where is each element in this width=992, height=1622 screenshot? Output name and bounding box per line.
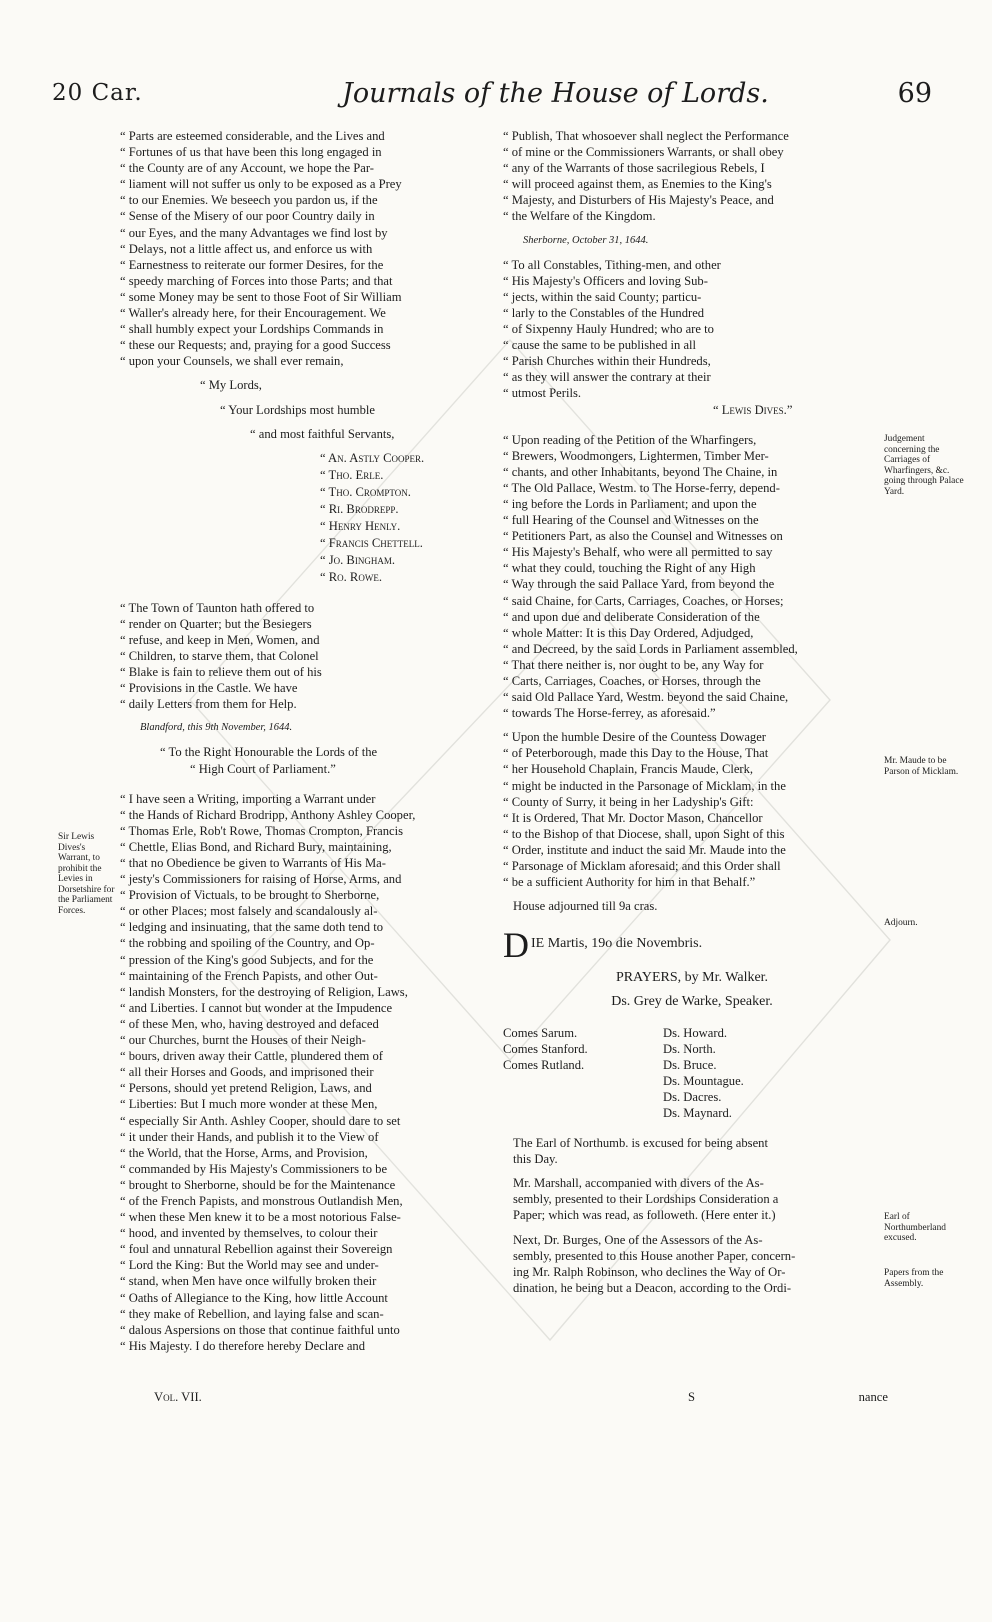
lord-name: Comes Rutland.	[503, 1057, 585, 1072]
volume-footer: Vol. VII.	[154, 1390, 202, 1404]
text-line: “ the Hands of Richard Brodripp, Anthony Ashley Cooper,	[120, 807, 416, 822]
text-line: “ The Town of Taunton hath offered to	[120, 600, 315, 615]
text-line: “ To all Constables, Tithing-men, and other	[503, 257, 721, 272]
speaker-line: Ds. Grey de Warke, Speaker.	[611, 994, 773, 1010]
text-line: “ stand, when Men have once wilfully broken their	[120, 1274, 377, 1289]
text-line: “ Delays, not a little affect us, and enforce us with	[120, 241, 373, 256]
margin-note-papers: Papers from the Assembly.	[884, 1268, 944, 1289]
text-line: “ Oaths of Allegiance to the King, how little Account	[120, 1290, 388, 1305]
text-line: “ I have seen a Writing, importing a Warrant under	[120, 791, 376, 806]
text-line: “ liament will not suffer us only to be exposed as a Prey	[120, 177, 402, 192]
text-line: “ the County are of any Account, we hope the Par-	[120, 161, 374, 176]
page-number: 69	[897, 78, 932, 109]
text-line: “ and Liberties. I cannot but wonder at the Impudence	[120, 1000, 393, 1015]
closing-line-1: “ Your Lordships most humble	[220, 402, 375, 417]
text-line: “ Provisions in the Castle. We have	[120, 681, 298, 696]
text-line: “ will proceed against them, as Enemies to the King's	[503, 177, 772, 192]
signatory: “ Francis Chettell.	[320, 535, 423, 550]
text-line: “ Petitioners Part, as also the Counsel and Witnesses on	[503, 529, 783, 544]
northumb-excused	[503, 1135, 881, 1167]
text-line: “ Brewers, Woodmongers, Lightermen, Timber Mer-	[503, 448, 769, 463]
text-line: “ of Peterborough, made this Day to the House, That	[503, 746, 769, 761]
lord-name: Ds. Dacres.	[663, 1089, 722, 1104]
postscript	[120, 600, 410, 713]
text-line: “ Waller's already here, for their Encouragement. We	[120, 306, 386, 321]
marshall-paper	[503, 1175, 881, 1223]
text-line: “ what they could, touching the Right of any High	[503, 561, 756, 576]
text-line: ing Mr. Ralph Robinson, who declines the Way of Or-	[513, 1264, 786, 1279]
text-line: “ Fortunes of us that have been this long engaged in	[120, 145, 382, 160]
text-line: “ His Majesty's Behalf, who were all permitted to say	[503, 545, 773, 560]
text-line: Next, Dr. Burges, One of the Assessors of the As-	[513, 1232, 763, 1247]
text-line: “ dalous Aspersions on those that continue faithful unto	[120, 1322, 400, 1337]
header-regnal-year: 20 Car.	[52, 80, 143, 106]
signatories-list	[120, 450, 486, 586]
domini-list	[663, 1025, 823, 1122]
text-line: “ The Old Pallace, Westm. to The Horse-ferry, depend-	[503, 480, 780, 495]
signatory: “ Tho. Erle.	[320, 467, 384, 482]
letter-end	[120, 128, 486, 369]
header-title: Journals of the House of Lords.	[342, 78, 769, 109]
burges-paper	[503, 1232, 881, 1296]
lord-name: Comes Stanford.	[503, 1041, 588, 1056]
text-line: “ Majesty, and Disturbers of His Majesty's Peace, and	[503, 193, 774, 208]
lord-name: Ds. Maynard.	[663, 1105, 732, 1120]
text-line: “ some Money may be sent to those Foot of Sir William	[120, 289, 402, 304]
text-line: “ or other Places; most falsely and scandalously al-	[120, 904, 378, 919]
text-line: “ render on Quarter; but the Besiegers	[120, 616, 312, 631]
text-line: Mr. Marshall, accompanied with divers of the As-	[513, 1176, 764, 1191]
text-line: “ landish Monsters, for the destroying of Religion, Laws,	[120, 984, 408, 999]
text-line: “ said Old Pallace Yard, Westm. beyond the said Chaine,	[503, 690, 789, 705]
lord-name: Ds. Bruce.	[663, 1057, 717, 1072]
text-line: “ especially Sir Anth. Ashley Cooper, should dare to set	[120, 1113, 401, 1128]
text-line: “ cause the same to be published in all	[503, 338, 697, 353]
text-line: “ all their Horses and Goods, and imprisoned their	[120, 1065, 374, 1080]
text-line: “ Order, institute and induct the said Mr. Maude into the	[503, 842, 786, 857]
signatory: “ Ri. Brodrepp.	[320, 501, 399, 516]
text-line: “ to our Enemies. We beseech you pardon us, if the	[120, 193, 378, 208]
text-line: “ these our Requests; and, praying for a good Success	[120, 338, 391, 353]
text-line: “ they make of Rebellion, and laying false and scan-	[120, 1306, 384, 1321]
prayers-line: PRAYERS, by Mr. Walker.	[615, 970, 769, 986]
text-line: “ County of Surry, it being in her Ladyship's Gift:	[503, 794, 754, 809]
text-line: “ the World, that the Horse, Arms, and Provision,	[120, 1145, 368, 1160]
text-line: “ Thomas Erle, Rob't Rowe, Thomas Crompton, Francis	[120, 823, 404, 838]
lord-name: Comes Sarum.	[503, 1025, 578, 1040]
text-line: “ Parish Churches within their Hundreds,	[503, 354, 711, 369]
text-line: “ whole Matter: It is this Day Ordered, Adjudged,	[503, 625, 754, 640]
text-line: “ that no Obedience be given to Warrants of His Ma-	[120, 856, 386, 870]
text-line: “ Parts are esteemed considerable, and the Lives and	[120, 129, 385, 143]
text-line: “ ledging and insinuating, that the same doth tend to	[120, 920, 384, 935]
text-line: “ larly to the Constables of the Hundred	[503, 305, 705, 320]
text-line: “ it under their Hands, and publish it to the View of	[120, 1129, 379, 1144]
text-line: this Day.	[513, 1152, 558, 1167]
text-line: “ Publish, That whosoever shall neglect the Performance	[503, 129, 789, 143]
text-line: “ Upon the humble Desire of the Countess Dowager	[503, 730, 767, 745]
page-header	[52, 78, 932, 118]
text-line: “ Blake is fain to relieve them out of his	[120, 665, 322, 680]
text-line: “ towards The Horse-ferrey, as aforesaid.”	[503, 706, 716, 721]
margin-note-adjourn: Adjourn.	[884, 918, 918, 928]
text-line: “ brought to Sherborne, should be for the Maintenance	[120, 1177, 396, 1192]
signature-mark: S	[688, 1390, 696, 1404]
text-line: “ Upon reading of the Petition of the Wharfingers,	[503, 432, 757, 447]
text-line: “ ing before the Lords in Parliament; and upon the	[503, 496, 757, 511]
text-line: “ and upon due and deliberate Consideration of the	[503, 609, 760, 624]
judgement-palace-yard	[503, 432, 881, 722]
right-column	[503, 128, 881, 1296]
signatory: “ Ro. Rowe.	[320, 569, 382, 584]
text-line: “ Way through the said Pallace Yard, from beyond the	[503, 577, 775, 592]
signatory: “ Jo. Bingham.	[320, 552, 395, 567]
text-line: “ shall humbly expect your Lordships Commands in	[120, 322, 384, 337]
text-line: dination, he being but a Deacon, according to the Ordi-	[513, 1280, 792, 1295]
margin-note-maude: Mr. Maude to be Parson of Micklam.	[884, 756, 959, 777]
text-line: “ It is Ordered, That Mr. Doctor Mason, Chancellor	[503, 810, 763, 825]
signatory: “ An. Astly Cooper.	[320, 450, 425, 465]
text-line: “ His Majesty's Officers and loving Sub-	[503, 273, 708, 288]
constables-address	[503, 257, 803, 402]
letter-date: Blandford, this 9th November, 1644.	[140, 722, 293, 734]
salutation: “ My Lords,	[200, 378, 262, 393]
text-line: “ and Decreed, by the said Lords in Parliament assembled,	[503, 641, 798, 656]
text-line: “ Lord the King: But the World may see and under-	[120, 1258, 379, 1273]
text-line: “ upon your Counsels, we shall ever remain,	[120, 354, 344, 369]
lords-present	[503, 1025, 881, 1122]
text-line: “ of mine or the Commissioners Warrants, or shall obey	[503, 145, 784, 160]
warrant-end	[503, 128, 881, 225]
text-line: “ Persons, should yet pretend Religion, Laws, and	[120, 1081, 372, 1096]
text-line: “ our Churches, burnt the Houses of their Neigh-	[120, 1033, 366, 1048]
text-line: “ foul and unnatural Rebellion against their Sovereign	[120, 1242, 393, 1257]
margin-note-dives-warrant: Sir Lewis Dives's Warrant, to prohibit the Levies in Dorsetshire for the Parliament Forces.	[58, 832, 115, 916]
text-line: “ jects, within the said County; particu-	[503, 289, 702, 304]
text-line: “ said Chaine, for Carts, Carriages, Coaches, or Horses;	[503, 593, 784, 608]
text-line: “ as they will answer the contrary at their	[503, 370, 711, 385]
text-line: sembly, presented to this House another Paper, concern-	[513, 1248, 796, 1263]
text-line: “ of these Men, who, having destroyed and defaced	[120, 1016, 379, 1031]
closing-line-2: “ and most faithful Servants,	[250, 426, 395, 441]
text-line: Paper; which was read, as followeth. (Here enter it.)	[513, 1208, 776, 1223]
text-line: “ maintaining of the French Papists, and other Out-	[120, 968, 378, 983]
text-line: “ Sense of the Misery of our poor Country daily in	[120, 209, 375, 224]
margin-note-judgement: Judgement concerning the Carriages of Wharfingers, &c. going through Palace Yard.	[884, 434, 964, 497]
margin-note-northumb: Earl of Northumberland excused.	[884, 1212, 946, 1243]
text-line: “ when these Men knew it to be a most notorious False-	[120, 1210, 401, 1225]
text-line: “ refuse, and keep in Men, Women, and	[120, 632, 320, 647]
warrant-signer: “ Lewis Dives.”	[713, 402, 793, 417]
text-line: “ bours, driven away their Cattle, plundered them of	[120, 1049, 383, 1064]
text-line: The Earl of Northumb. is excused for being absent	[513, 1136, 768, 1151]
dives-warrant	[120, 791, 486, 1354]
lord-name: Ds. North.	[663, 1041, 716, 1056]
text-line: “ commanded by His Majesty's Commissioners to be	[120, 1161, 388, 1176]
text-line: “ Earnestness to reiterate our former Desires, for the	[120, 257, 384, 272]
text-line: “ chants, and other Inhabitants, beyond The Chaine, in	[503, 464, 778, 479]
text-line: “ jesty's Commissioners for raising of Horse, Arms, and	[120, 872, 402, 887]
lord-name: Ds. Mountague.	[663, 1073, 744, 1088]
text-line: “ Carts, Carriages, Coaches, or Horses, through the	[503, 674, 761, 688]
text-line: “ Provision of Victuals, to be brought to Sherborne,	[120, 888, 380, 903]
drop-cap: D	[503, 925, 529, 966]
text-line: “ her Household Chaplain, Francis Maude, Clerk,	[503, 762, 754, 777]
text-line: “ the robbing and spoiling of the Country, and Op-	[120, 936, 375, 951]
text-line: “ to the Bishop of that Diocese, shall, upon Sight of this	[503, 826, 785, 841]
signatory: “ Tho. Crompton.	[320, 484, 411, 499]
text-line: “ utmost Perils.	[503, 386, 582, 401]
text-line: “ Chettle, Elias Bond, and Richard Bury, maintaining,	[120, 839, 392, 854]
text-line: “ pression of the King's good Subjects, and for the	[120, 952, 374, 967]
text-line: “ the Welfare of the Kingdom.	[503, 209, 656, 224]
text-line: “ High Court of Parliament.”	[190, 761, 336, 776]
letter-address	[120, 744, 486, 776]
text-line: “ our Eyes, and the many Advantages we find lost by	[120, 225, 388, 240]
text-line: “ Parsonage of Micklam aforesaid; and this Order shall	[503, 859, 781, 874]
lord-name: Ds. Howard.	[663, 1025, 728, 1040]
text-line: “ daily Letters from them for Help.	[120, 697, 297, 712]
maude-order	[503, 729, 881, 890]
signatory: “ Henry Henly.	[320, 518, 401, 533]
text-line: “ That there neither is, nor ought to be, any Way for	[503, 657, 764, 672]
text-line: “ Liberties: But I much more wonder at these Men,	[120, 1097, 378, 1112]
comites-list	[503, 1025, 663, 1122]
text-line: “ of the French Papists, and monstrous Outlandish Men,	[120, 1193, 403, 1208]
warrant-date: Sherborne, October 31, 1644.	[523, 234, 649, 246]
day-heading-text: IE Martis, 19o die Novembris.	[531, 936, 703, 952]
text-line: sembly, presented to their Lordships Consideration a	[513, 1192, 779, 1207]
text-line: “ any of the Warrants of those sacrilegious Rebels, I	[503, 161, 765, 176]
text-line: “ To the Right Honourable the Lords of the	[160, 745, 378, 760]
text-line: “ might be inducted in the Parsonage of Micklam, in the	[503, 778, 786, 793]
text-line: “ Children, to starve them, that Colonel	[120, 648, 319, 663]
text-line: “ speedy marching of Forces into those Parts; and that	[120, 273, 393, 288]
catchword: nance	[858, 1390, 888, 1404]
left-column	[120, 128, 486, 1354]
text-line: “ of Sixpenny Hauly Hundred; who are to	[503, 322, 714, 337]
adjourned-line: House adjourned till 9a cras.	[513, 899, 658, 914]
text-line: “ His Majesty. I do therefore hereby Declare and	[120, 1338, 365, 1353]
text-line: “ full Hearing of the Counsel and Witnesses on the	[503, 513, 759, 528]
text-line: “ hood, and invented by themselves, to colour their	[120, 1226, 378, 1241]
text-line: “ be a sufficient Authority for him in that Behalf.”	[503, 875, 756, 890]
day-heading	[503, 925, 881, 966]
